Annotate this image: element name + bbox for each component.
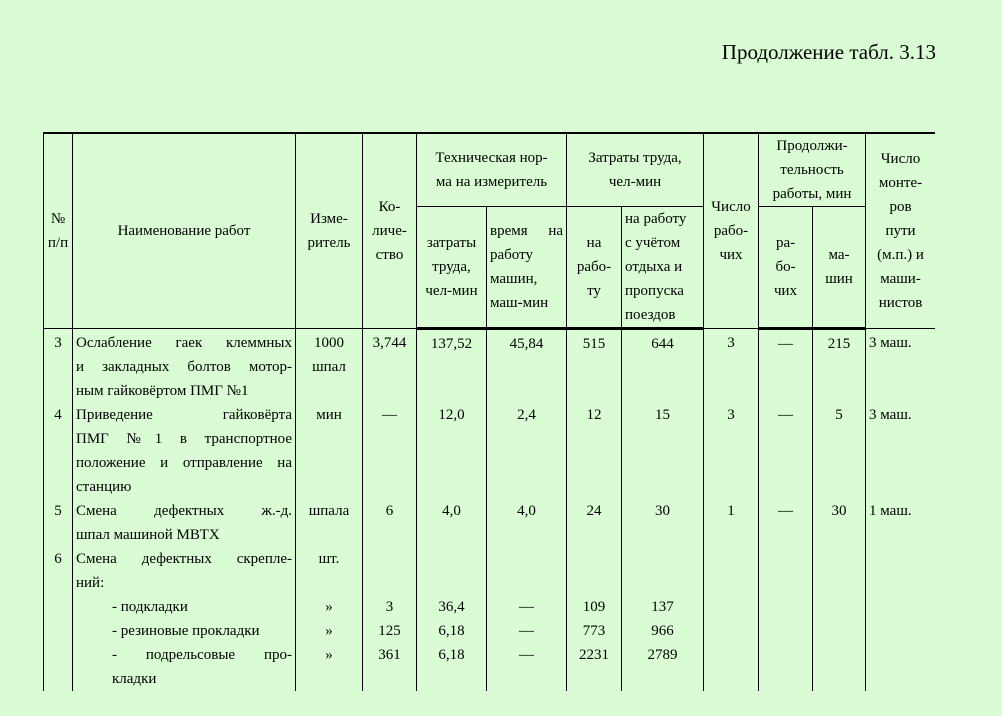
- cell-workers: 1: [704, 499, 759, 547]
- name-line: Ослабление гаек клеммных: [76, 335, 292, 351]
- cell-unit: шт.: [296, 547, 363, 595]
- table-row: [44, 643, 936, 691]
- cell-labor-work: 24: [567, 499, 622, 547]
- header-num: № п/п: [44, 133, 73, 329]
- cell-tech-labor: 36,4: [417, 595, 487, 619]
- header-unit: Изме- ритель: [296, 133, 363, 329]
- cell-num: [44, 595, 73, 619]
- name-line: ным гайковёртом ПМГ №1: [76, 383, 249, 399]
- cell-dur-machines: 5: [813, 403, 866, 499]
- header-name: Наименование работ: [73, 133, 296, 329]
- table-row: [44, 403, 936, 499]
- cell-labor-rest: 966: [622, 619, 704, 643]
- cell-tech-machine: —: [487, 619, 567, 643]
- cell-name: [73, 403, 296, 499]
- cell-unit: шпала: [296, 499, 363, 547]
- cell-dur-workers: [759, 619, 813, 643]
- cell-qty: 3: [363, 595, 417, 619]
- cell-workers: [704, 619, 759, 643]
- cell-name: [73, 499, 296, 547]
- cell-workers: 3: [704, 329, 759, 404]
- cell-dur-workers: —: [759, 403, 813, 499]
- cell-dur-machines: [813, 643, 866, 691]
- table-caption: Продолжение табл. 3.13: [721, 40, 936, 64]
- cell-labor-rest: [622, 547, 704, 595]
- table-row: [44, 595, 936, 619]
- cell-dur-machines: [813, 619, 866, 643]
- cell-tech-labor: [417, 547, 487, 595]
- header-qty: Ко- личе- ство: [363, 133, 417, 329]
- cell-qty: [363, 547, 417, 595]
- cell-workers: [704, 547, 759, 595]
- cell-num: [44, 619, 73, 643]
- name-line: - подрельсовые про-: [112, 647, 292, 663]
- header-dur-workers: ра- бо- чих: [759, 207, 813, 329]
- header-labor-rest: на работу с учётом отдыха и пропуска поездов: [622, 207, 704, 329]
- table-row: [44, 499, 936, 547]
- header-tech-machine: время на работу машин, маш-мин: [487, 207, 567, 329]
- cell-qty: 3,744: [363, 329, 417, 404]
- header-fitters: Число монте- ров пути (м.п.) и маши- нистов: [866, 133, 935, 329]
- cell-tech-machine: [487, 547, 567, 595]
- name-line: - подкладки: [112, 599, 188, 615]
- cell-dur-machines: 30: [813, 499, 866, 547]
- cell-fitters: [866, 595, 935, 619]
- cell-unit: мин: [296, 403, 363, 499]
- cell-qty: 125: [363, 619, 417, 643]
- cell-name: [73, 595, 296, 619]
- header-dur-machines: ма- шин: [813, 207, 866, 329]
- header-tech-labor: затраты труда, чел-мин: [417, 207, 487, 329]
- header-tech-norm: Техническая нор- ма на измеритель: [417, 133, 567, 207]
- cell-labor-work: 2231: [567, 643, 622, 691]
- cell-num: [44, 643, 73, 691]
- cell-labor-rest: 15: [622, 403, 704, 499]
- cell-name: [73, 643, 296, 691]
- cell-labor-rest: 644: [622, 329, 704, 404]
- name-line: положение и отправление на: [76, 455, 292, 471]
- cell-tech-machine: 4,0: [487, 499, 567, 547]
- cell-fitters: [866, 547, 935, 595]
- cell-tech-labor: 6,18: [417, 643, 487, 691]
- cell-unit: »: [296, 595, 363, 619]
- cell-num: 5: [44, 499, 73, 547]
- cell-labor-work: 12: [567, 403, 622, 499]
- name-line: Приведение гайковёрта: [76, 407, 292, 423]
- cell-unit: »: [296, 643, 363, 691]
- cell-tech-labor: 137,52: [417, 329, 487, 404]
- cell-fitters: 3 маш.: [866, 329, 935, 404]
- cell-dur-machines: 215: [813, 329, 866, 404]
- cell-dur-workers: [759, 643, 813, 691]
- cell-tech-labor: 6,18: [417, 619, 487, 643]
- name-line: - резиновые прокладки: [112, 623, 260, 639]
- cell-dur-machines: [813, 547, 866, 595]
- cell-num: 4: [44, 403, 73, 499]
- cell-tech-machine: 45,84: [487, 329, 567, 404]
- cell-workers: [704, 595, 759, 619]
- header-labor-cost: Затраты труда, чел-мин: [567, 133, 704, 207]
- cell-tech-machine: —: [487, 595, 567, 619]
- cell-workers: 3: [704, 403, 759, 499]
- cell-labor-rest: 137: [622, 595, 704, 619]
- table-row: [44, 547, 936, 595]
- cell-fitters: [866, 643, 935, 691]
- cell-labor-work: 515: [567, 329, 622, 404]
- cell-name: [73, 329, 296, 404]
- table-container: [43, 132, 935, 716]
- cell-labor-work: 109: [567, 595, 622, 619]
- name-line: кладки: [112, 671, 157, 687]
- header-labor-work: на рабо- ту: [567, 207, 622, 329]
- cell-name: [73, 619, 296, 643]
- name-line: и закладных болтов мотор-: [76, 359, 292, 375]
- cell-dur-workers: —: [759, 329, 813, 404]
- name-line: шпал машиной МВТХ: [76, 527, 220, 543]
- name-line: ний:: [76, 575, 105, 591]
- cell-qty: 361: [363, 643, 417, 691]
- header-workers: Число рабо- чих: [704, 133, 759, 329]
- cell-dur-workers: [759, 547, 813, 595]
- cell-dur-workers: —: [759, 499, 813, 547]
- cell-unit: 1000 шпал: [296, 329, 363, 404]
- cell-tech-machine: —: [487, 643, 567, 691]
- cell-fitters: 3 маш.: [866, 403, 935, 499]
- table-row: [44, 329, 936, 404]
- cell-unit: »: [296, 619, 363, 643]
- name-line: Смена дефектных скрепле-: [76, 551, 292, 567]
- cell-tech-machine: 2,4: [487, 403, 567, 499]
- name-line: станцию: [76, 479, 132, 495]
- table-row: [44, 619, 936, 643]
- name-line: Смена дефектных ж.-д.: [76, 503, 292, 519]
- cell-name: [73, 547, 296, 595]
- cell-workers: [704, 643, 759, 691]
- cell-labor-rest: 30: [622, 499, 704, 547]
- header-duration: Продолжи- тельность работы, мин: [759, 133, 866, 207]
- cell-num: 6: [44, 547, 73, 595]
- cell-tech-labor: 4,0: [417, 499, 487, 547]
- cell-labor-work: [567, 547, 622, 595]
- table-body: [44, 329, 936, 692]
- cell-dur-machines: [813, 595, 866, 619]
- cell-labor-rest: 2789: [622, 643, 704, 691]
- work-norms-table: [43, 132, 935, 691]
- cell-fitters: 1 маш.: [866, 499, 935, 547]
- cell-qty: —: [363, 403, 417, 499]
- cell-num: 3: [44, 329, 73, 404]
- name-line: ПМГ №1 в транспортное: [76, 431, 292, 447]
- cell-tech-labor: 12,0: [417, 403, 487, 499]
- cell-qty: 6: [363, 499, 417, 547]
- cell-labor-work: 773: [567, 619, 622, 643]
- cell-dur-workers: [759, 595, 813, 619]
- cell-fitters: [866, 619, 935, 643]
